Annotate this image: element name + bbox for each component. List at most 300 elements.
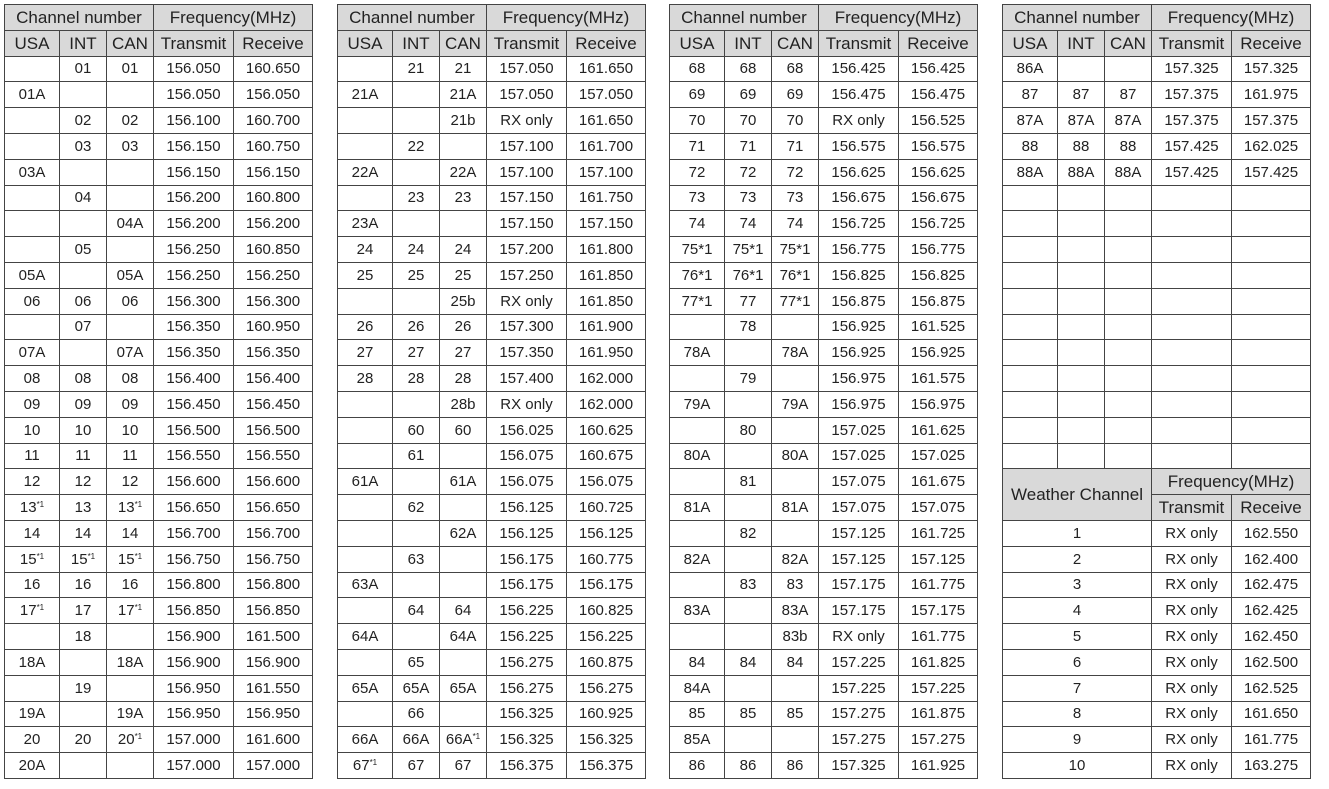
transmit-cell: 157.125	[819, 546, 899, 572]
transmit-cell	[1152, 443, 1232, 469]
table-row	[670, 495, 978, 521]
can-cell: 12	[107, 469, 154, 495]
weather-receive-cell: 161.650	[1232, 701, 1311, 727]
usa-cell: 19A	[5, 701, 60, 727]
receive-cell: 160.950	[234, 314, 313, 340]
int-cell: 66A	[393, 727, 440, 753]
receive-cell: 160.875	[567, 649, 646, 675]
receive-cell: 160.650	[234, 56, 313, 82]
transmit-cell: RX only	[487, 391, 567, 417]
transmit-cell: 156.550	[154, 443, 234, 469]
usa-cell	[338, 520, 393, 546]
usa-cell	[5, 675, 60, 701]
usa-cell	[338, 495, 393, 521]
transmit-cell: 156.975	[819, 366, 899, 392]
weather-transmit-cell: RX only	[1152, 546, 1232, 572]
table-row	[338, 624, 646, 650]
can-cell: 10	[107, 417, 154, 443]
table-row	[1003, 159, 1311, 185]
table-row	[5, 753, 313, 779]
can-cell: 88A	[1105, 159, 1152, 185]
int-cell	[725, 391, 772, 417]
footnote-marker: *1	[134, 732, 143, 742]
int-cell: 16	[60, 572, 107, 598]
can-cell: 21b	[440, 108, 487, 134]
can-cell: 84	[772, 649, 819, 675]
transmit-cell: 157.375	[1152, 108, 1232, 134]
transmit-cell: 157.050	[487, 56, 567, 82]
transmit-header: Transmit	[487, 30, 567, 56]
usa-cell	[670, 624, 725, 650]
table-row	[5, 701, 313, 727]
receive-cell	[1232, 237, 1311, 263]
transmit-cell: 157.050	[487, 82, 567, 108]
transmit-cell: 156.775	[819, 237, 899, 263]
receive-cell: 156.600	[234, 469, 313, 495]
table-row	[670, 572, 978, 598]
can-cell	[1105, 340, 1152, 366]
transmit-cell: 157.025	[819, 417, 899, 443]
int-cell	[1058, 417, 1105, 443]
weather-transmit-cell: RX only	[1152, 520, 1232, 546]
header-row	[1003, 5, 1311, 31]
int-cell	[1058, 391, 1105, 417]
receive-cell: 156.525	[899, 108, 978, 134]
receive-cell: 156.225	[567, 624, 646, 650]
int-cell	[393, 391, 440, 417]
transmit-cell: 156.825	[819, 262, 899, 288]
can-cell	[1105, 237, 1152, 263]
usa-cell	[5, 133, 60, 159]
transmit-cell: 156.100	[154, 108, 234, 134]
receive-cell	[1232, 340, 1311, 366]
table-row	[670, 546, 978, 572]
int-cell: 63	[393, 546, 440, 572]
can-cell: 19A	[107, 701, 154, 727]
usa-cell: 76*1	[670, 262, 725, 288]
usa-cell: 81A	[670, 495, 725, 521]
weather-frequency-header: Frequency(MHz)	[1152, 469, 1311, 495]
transmit-cell: 156.975	[819, 391, 899, 417]
frequency-header: Frequency(MHz)	[487, 5, 646, 31]
weather-receive-cell: 162.500	[1232, 649, 1311, 675]
can-cell: 83	[772, 572, 819, 598]
int-cell: 83	[725, 572, 772, 598]
weather-row	[1003, 675, 1311, 701]
receive-cell: 156.375	[567, 753, 646, 779]
can-cell: 85	[772, 701, 819, 727]
can-cell	[107, 314, 154, 340]
transmit-cell: 156.275	[487, 649, 567, 675]
receive-cell: 156.800	[234, 572, 313, 598]
weather-channel-cell: 7	[1003, 675, 1152, 701]
can-cell: 70	[772, 108, 819, 134]
transmit-cell: 157.200	[487, 237, 567, 263]
int-cell	[60, 159, 107, 185]
can-cell	[440, 701, 487, 727]
can-cell	[772, 469, 819, 495]
usa-cell: 61A	[338, 469, 393, 495]
table-row	[5, 366, 313, 392]
receive-cell: 156.675	[899, 185, 978, 211]
int-cell	[1058, 262, 1105, 288]
usa-cell	[1003, 314, 1058, 340]
receive-cell: 156.975	[899, 391, 978, 417]
weather-receive-header: Receive	[1232, 495, 1311, 521]
transmit-cell: 157.275	[819, 727, 899, 753]
usa-cell: 79A	[670, 391, 725, 417]
transmit-cell: 157.425	[1152, 159, 1232, 185]
can-cell: 74	[772, 211, 819, 237]
usa-cell	[670, 366, 725, 392]
can-cell: 23	[440, 185, 487, 211]
table-row	[670, 314, 978, 340]
int-cell	[725, 624, 772, 650]
receive-cell	[1232, 262, 1311, 288]
footnote-marker: *1	[369, 758, 378, 767]
usa-cell: 20A	[5, 753, 60, 779]
can-cell: 01	[107, 56, 154, 82]
table-row	[1003, 185, 1311, 211]
receive-cell: 161.850	[567, 288, 646, 314]
int-cell: 71	[725, 133, 772, 159]
receive-cell	[1232, 314, 1311, 340]
usa-cell	[1003, 211, 1058, 237]
can-cell: 22A	[440, 159, 487, 185]
int-cell: 11	[60, 443, 107, 469]
weather-row	[1003, 598, 1311, 624]
int-header: INT	[60, 30, 107, 56]
receive-cell: 161.950	[567, 340, 646, 366]
table-row	[5, 133, 313, 159]
can-cell: 28b	[440, 391, 487, 417]
transmit-cell: 156.700	[154, 520, 234, 546]
table-row	[338, 159, 646, 185]
transmit-cell: 156.400	[154, 366, 234, 392]
usa-cell	[338, 546, 393, 572]
int-cell	[725, 546, 772, 572]
int-cell: 02	[60, 108, 107, 134]
weather-channel-cell: 2	[1003, 546, 1152, 572]
receive-cell: 156.850	[234, 598, 313, 624]
table-row	[338, 469, 646, 495]
can-cell	[440, 211, 487, 237]
usa-cell	[338, 185, 393, 211]
transmit-cell: 157.175	[819, 598, 899, 624]
can-cell: 21A	[440, 82, 487, 108]
transmit-cell: 156.300	[154, 288, 234, 314]
weather-transmit-cell: RX only	[1152, 649, 1232, 675]
usa-cell: 87A	[1003, 108, 1058, 134]
can-cell	[107, 237, 154, 263]
weather-receive-cell: 162.425	[1232, 598, 1311, 624]
receive-cell: 161.550	[234, 675, 313, 701]
footnote-marker: *1	[36, 551, 45, 561]
transmit-cell	[1152, 314, 1232, 340]
int-cell	[60, 701, 107, 727]
table-row	[5, 314, 313, 340]
table-row	[5, 288, 313, 314]
can-cell	[107, 624, 154, 650]
table-row	[5, 546, 313, 572]
usa-cell	[670, 469, 725, 495]
weather-row	[1003, 572, 1311, 598]
receive-cell: 156.650	[234, 495, 313, 521]
receive-header: Receive	[567, 30, 646, 56]
int-cell	[1058, 366, 1105, 392]
int-cell: 66	[393, 701, 440, 727]
usa-cell: 74	[670, 211, 725, 237]
can-cell: 76*1	[772, 262, 819, 288]
usa-cell: 11	[5, 443, 60, 469]
usa-cell: 23A	[338, 211, 393, 237]
usa-header: USA	[1003, 30, 1058, 56]
table-row	[1003, 211, 1311, 237]
table-row	[670, 391, 978, 417]
can-cell	[1105, 56, 1152, 82]
receive-cell: 157.425	[1232, 159, 1311, 185]
footnote-marker: *1	[87, 551, 96, 561]
can-cell	[772, 417, 819, 443]
int-header: INT	[393, 30, 440, 56]
transmit-cell: 157.100	[487, 159, 567, 185]
transmit-cell: 156.850	[154, 598, 234, 624]
can-cell: 73	[772, 185, 819, 211]
can-cell	[772, 675, 819, 701]
int-cell: 84	[725, 649, 772, 675]
int-cell	[725, 727, 772, 753]
table-row	[1003, 108, 1311, 134]
int-cell: 18	[60, 624, 107, 650]
transmit-cell: 156.175	[487, 546, 567, 572]
transmit-cell: 157.300	[487, 314, 567, 340]
receive-cell: 156.725	[899, 211, 978, 237]
usa-cell	[1003, 262, 1058, 288]
table-row	[670, 701, 978, 727]
usa-cell: 83A	[670, 598, 725, 624]
table-row	[5, 391, 313, 417]
channel-table	[1002, 4, 1311, 779]
can-cell: 05A	[107, 262, 154, 288]
transmit-cell: 156.650	[154, 495, 234, 521]
int-cell: 12	[60, 469, 107, 495]
transmit-cell: 156.950	[154, 701, 234, 727]
receive-cell: 161.825	[899, 649, 978, 675]
int-cell	[1058, 237, 1105, 263]
table-row	[670, 417, 978, 443]
receive-cell: 156.625	[899, 159, 978, 185]
int-cell	[393, 288, 440, 314]
usa-cell: 09	[5, 391, 60, 417]
int-cell: 87	[1058, 82, 1105, 108]
can-cell	[1105, 417, 1152, 443]
receive-cell: 161.600	[234, 727, 313, 753]
usa-cell: 28	[338, 366, 393, 392]
receive-cell: 156.425	[899, 56, 978, 82]
frequency-header: Frequency(MHz)	[154, 5, 313, 31]
int-cell: 23	[393, 185, 440, 211]
can-cell: 28	[440, 366, 487, 392]
int-cell: 82	[725, 520, 772, 546]
int-cell: 88A	[1058, 159, 1105, 185]
usa-cell: 84	[670, 649, 725, 675]
usa-cell: 08	[5, 366, 60, 392]
receive-cell: 157.225	[899, 675, 978, 701]
usa-cell: 70	[670, 108, 725, 134]
transmit-cell: 156.125	[487, 520, 567, 546]
usa-cell	[338, 701, 393, 727]
transmit-cell: 156.150	[154, 133, 234, 159]
weather-receive-cell: 163.275	[1232, 753, 1311, 779]
usa-cell: 71	[670, 133, 725, 159]
transmit-cell: 157.075	[819, 495, 899, 521]
int-cell	[393, 520, 440, 546]
usa-header: USA	[338, 30, 393, 56]
transmit-cell: 156.050	[154, 56, 234, 82]
can-cell: 11	[107, 443, 154, 469]
int-cell: 87A	[1058, 108, 1105, 134]
usa-cell: 85	[670, 701, 725, 727]
receive-cell	[1232, 391, 1311, 417]
table-row	[1003, 443, 1311, 469]
can-cell: 71	[772, 133, 819, 159]
transmit-cell: 156.225	[487, 624, 567, 650]
header-row	[338, 5, 646, 31]
weather-transmit-cell: RX only	[1152, 624, 1232, 650]
weather-row	[1003, 753, 1311, 779]
transmit-cell: 156.325	[487, 727, 567, 753]
weather-receive-cell: 162.400	[1232, 546, 1311, 572]
transmit-cell: 157.150	[487, 185, 567, 211]
table-row	[670, 185, 978, 211]
table-row	[338, 237, 646, 263]
weather-channel-cell: 6	[1003, 649, 1152, 675]
usa-cell: 06	[5, 288, 60, 314]
usa-cell: 84A	[670, 675, 725, 701]
usa-cell: 63A	[338, 572, 393, 598]
transmit-cell	[1152, 237, 1232, 263]
transmit-cell: 156.150	[154, 159, 234, 185]
weather-transmit-cell: RX only	[1152, 727, 1232, 753]
usa-cell: 22A	[338, 159, 393, 185]
receive-cell: 156.325	[567, 727, 646, 753]
receive-cell: 157.050	[567, 82, 646, 108]
can-cell: 79A	[772, 391, 819, 417]
transmit-cell: 156.900	[154, 649, 234, 675]
can-cell: 75*1	[772, 237, 819, 263]
weather-row	[1003, 520, 1311, 546]
receive-cell: 162.000	[567, 391, 646, 417]
can-cell	[1105, 288, 1152, 314]
usa-cell	[1003, 237, 1058, 263]
can-cell: 72	[772, 159, 819, 185]
int-cell	[393, 572, 440, 598]
table-row	[5, 262, 313, 288]
transmit-cell: 156.575	[819, 133, 899, 159]
can-cell	[772, 520, 819, 546]
usa-cell: 17$^{*1}$	[5, 598, 60, 624]
int-cell	[1058, 211, 1105, 237]
receive-cell: 160.625	[567, 417, 646, 443]
usa-cell	[338, 108, 393, 134]
table-row	[5, 185, 313, 211]
int-cell: 62	[393, 495, 440, 521]
channel-table-block-3	[669, 4, 978, 779]
int-cell: 10	[60, 417, 107, 443]
receive-cell	[1232, 288, 1311, 314]
receive-cell: 156.200	[234, 211, 313, 237]
transmit-cell: RX only	[487, 288, 567, 314]
transmit-cell: 156.750	[154, 546, 234, 572]
usa-cell: 20	[5, 727, 60, 753]
receive-cell: 161.575	[899, 366, 978, 392]
transmit-cell	[1152, 262, 1232, 288]
int-cell: 09	[60, 391, 107, 417]
usa-cell: 66A	[338, 727, 393, 753]
channel-number-header: Channel number	[1003, 5, 1152, 31]
usa-cell: 12	[5, 469, 60, 495]
can-cell: 87A	[1105, 108, 1152, 134]
transmit-cell: 156.675	[819, 185, 899, 211]
table-row	[1003, 366, 1311, 392]
transmit-cell: 157.325	[1152, 56, 1232, 82]
int-cell	[725, 443, 772, 469]
receive-cell: 156.550	[234, 443, 313, 469]
receive-cell: 160.700	[234, 108, 313, 134]
receive-cell: 161.650	[567, 56, 646, 82]
transmit-header: Transmit	[154, 30, 234, 56]
can-cell	[107, 159, 154, 185]
table-row	[5, 443, 313, 469]
can-header: CAN	[440, 30, 487, 56]
receive-cell: 156.825	[899, 262, 978, 288]
int-cell	[60, 211, 107, 237]
table-row	[670, 159, 978, 185]
usa-cell: 18A	[5, 649, 60, 675]
usa-cell: 65A	[338, 675, 393, 701]
usa-cell	[1003, 185, 1058, 211]
usa-cell: 86	[670, 753, 725, 779]
can-cell: 09	[107, 391, 154, 417]
can-cell: 64A	[440, 624, 487, 650]
int-cell	[60, 340, 107, 366]
table-row	[338, 753, 646, 779]
weather-channel-cell: 9	[1003, 727, 1152, 753]
usa-cell: 01A	[5, 82, 60, 108]
usa-cell: 78A	[670, 340, 725, 366]
table-row	[338, 340, 646, 366]
int-cell: 27	[393, 340, 440, 366]
int-cell	[60, 753, 107, 779]
table-row	[5, 82, 313, 108]
can-cell: 08	[107, 366, 154, 392]
receive-cell: 156.250	[234, 262, 313, 288]
weather-channel-cell: 3	[1003, 572, 1152, 598]
int-cell: 17	[60, 598, 107, 624]
can-cell: 68	[772, 56, 819, 82]
transmit-cell: 156.875	[819, 288, 899, 314]
transmit-cell: 156.600	[154, 469, 234, 495]
can-cell	[440, 572, 487, 598]
receive-cell	[1232, 366, 1311, 392]
usa-cell: 25	[338, 262, 393, 288]
usa-cell	[670, 417, 725, 443]
can-header: CAN	[772, 30, 819, 56]
int-cell: 80	[725, 417, 772, 443]
usa-cell	[1003, 288, 1058, 314]
receive-cell: 157.275	[899, 727, 978, 753]
table-row	[670, 675, 978, 701]
